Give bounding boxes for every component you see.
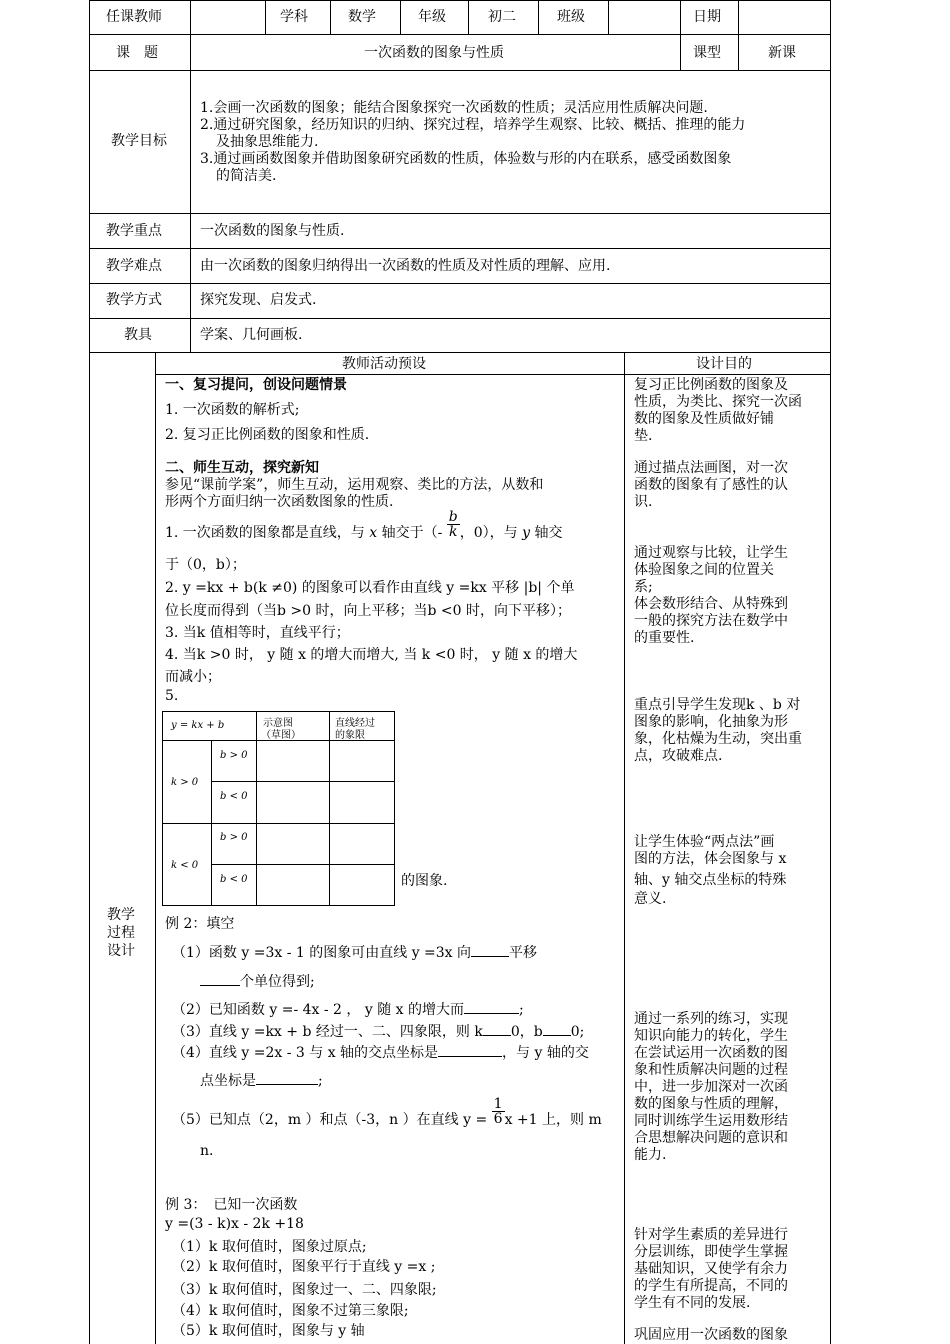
purpose-line: 分层训练，即使学生掌握 [634,1244,788,1260]
ex2-item-2-text: （2）已知函数 y =- 4x - 2 ， y 随 x 的增大而 [172,1002,465,1018]
purpose-line: 巩固应用一次函数的图象 [634,1327,788,1343]
tbl-header-sketch: 示意图 [263,718,293,729]
process-col-line [155,352,156,1344]
table-row-line [89,34,831,35]
tbl-k-positive: k > 0 [171,777,199,788]
purpose-line: 重点引导学生发现k 、b 对 [634,697,801,713]
sec2-intro-2: 形两个方面归纳一次函数图象的性质. [165,494,394,510]
teacher-label: 任课教师 [106,9,162,25]
point1-line2: 于（0，b）； [165,557,246,573]
tools-value: 学案、几何画板. [200,327,303,343]
purpose-line: 合思想解决问题的意识和 [634,1130,788,1146]
col-purpose-header: 设计目的 [696,356,752,372]
ex2-item-3 [172,1024,584,1041]
purpose-line: 能力. [634,1147,667,1163]
method-value: 探究发现、启发式. [200,292,317,308]
blank [483,1035,511,1036]
key-value: 一次函数的图象与性质. [200,223,345,239]
point1-text-b: 轴交于（- [381,525,443,541]
blank [200,985,240,986]
purpose-line: 性质，为类比、探究一次函 [634,394,802,410]
ex3-item-4: （4）k 取何值时，图象不过第三象限; [172,1303,409,1319]
type-label: 课型 [693,45,721,61]
table-border-top [89,0,831,1]
point4-line2: 而减小； [165,669,221,685]
ex2-item-5-text: （5）已知点（2，m ）和点（-3，n ）在直线 y = [172,1112,488,1128]
purpose-line: 基础知识，又使学有余力 [634,1261,788,1277]
ex2-title: 例 2：填空 [165,916,235,932]
topic-label: 课 题 [116,45,158,61]
ex3-item-1: （1）k 取何值时，图象过原点; [172,1239,367,1255]
purpose-line: 数的图象与性质的理解， [634,1096,788,1112]
ex3-item-2: （2）k 取何值时，图象平行于直线 y =x ; [172,1259,436,1275]
goal-line-2: 2.通过研究图象，经历知识的归纳、探究过程，培养学生观察、比较、概括、推理的能力 [200,117,746,133]
ex2-item-5 [172,1095,602,1129]
tbl-header-quadrant: 直线经过 [335,718,375,729]
purpose-line: 象和性质解决问题的过程 [634,1062,788,1078]
process-header-line [155,374,831,375]
tbl-header-quadrant-sub: 的象限 [335,730,365,741]
tbl-header-sketch-sub: （草图） [261,730,301,741]
ex2-item-4-text-b: ，与 y 轴的交 [502,1045,589,1061]
fraction-one-sixth: $\frac{1}{6}$ [493,1095,503,1127]
col-line [265,0,266,34]
purpose-line: 在尝试运用一次函数的图 [634,1045,788,1061]
ex2-item-3-text-c: 0; [570,1024,585,1040]
purpose-line: 意义. [634,891,667,907]
table-row-line [89,318,831,319]
grade-label: 年级 [418,9,446,25]
col-line [330,0,331,34]
ex3-item-3: （3）k 取何值时，图象过一、二、四象限; [172,1282,437,1298]
purpose-line: 数的图象及性质做好铺 [634,411,774,427]
grade-value: 初二 [488,9,516,25]
col-line [400,0,401,34]
ex2-item-1-text: （1）函数 y =3x - 1 的图象可由直线 y =3x 向 [172,945,472,961]
point4-line1: 4. 当k >0 时， y 随 x 的增大而增大, 当 k <0 时， y 随 x 的增大 [165,647,578,663]
difficulty-label: 教学难点 [106,258,162,274]
purpose-line: 知识向能力的转化，学生 [634,1028,788,1044]
tools-label: 教具 [124,327,152,343]
quadrant-table [162,711,395,906]
purpose-line: 同时训练学生运用数形结 [634,1113,788,1129]
ex2-item-3-text-b: 0，b [510,1024,543,1040]
point1-text-a: 1. 一次函数的图象都是直线，与 [165,525,365,541]
difficulty-value: 由一次函数的图象归纳得出一次函数的性质及对性质的理解、应用. [200,258,611,274]
goals-label: 教学目标 [111,133,167,149]
goal-line-3: 及抽象思维能力. [216,134,319,150]
purpose-line: 让学生体验“两点法”画 [634,834,775,850]
after-table-text: 的图象. [401,873,448,889]
purpose-line: 通过一系列的练习，实现 [634,1011,788,1027]
purpose-line: 中，进一步加深对一次函 [634,1079,788,1095]
purpose-line: 垫. [634,428,653,444]
purpose-line: 针对学生素质的差异进行 [634,1227,788,1243]
point2-line1: 2. y =kx + b(k ≠0) 的图象可以看作由直线 y =kx 平移 |b| 个单 [165,580,575,596]
tbl-header-eq: y = kx + b [171,720,225,731]
blank [543,1035,571,1036]
ex3-equation: y =(3 - k)x - 2k +18 [165,1216,304,1232]
point3: 3. 当k 值相等时，直线平行； [165,625,350,641]
point5: 5. [165,688,179,704]
ex2-item-5-text-b: x +1 上，则 m [504,1112,602,1128]
ex2-item-1-line2 [200,974,315,991]
ex2-item-3-text: （3）直线 y =kx + b 经过一、二、四象限，则 k [172,1024,483,1040]
process-label-1: 教学 [107,907,135,923]
blank [438,1056,502,1057]
point1-text-d: 轴交 [534,525,563,541]
sec2-intro-1: 参见“课前学案”，师生互动，运用观察、类比的方法，从数和 [165,477,544,493]
ex2-item-1-text-b: 平移 [509,945,538,961]
sec1-item-1: 1. 一次函数的解析式; [165,402,300,418]
goal-line-4: 3.通过画函数图象并借助图象研究函数的性质，体验数与形的内在联系，感受函数图象 [200,151,732,167]
type-value: 新课 [768,45,796,61]
goal-line-1: 1.会画一次函数的图象；能结合图象探究一次函数的性质；灵活应用性质解决问题. [200,100,708,116]
purpose-line: 体验图象之间的位置关 [634,562,774,578]
purpose-line: 学生有不同的发展. [634,1295,751,1311]
purpose-line: 图的方法，体会图象与 x [634,851,787,867]
process-label-2: 过程 [107,925,135,941]
purpose-line: 轴、y 轴交点坐标的特殊 [634,872,787,888]
purpose-line: 函数的图象有了感性的认 [634,477,788,493]
tbl-b-negative-1: b < 0 [220,791,248,802]
blank [256,1084,318,1085]
key-label: 教学重点 [106,223,162,239]
tbl-b-negative-2: b < 0 [220,874,248,885]
ex2-item-1-text-c: 个单位得到; [240,974,315,990]
subject-label: 学科 [280,9,308,25]
tbl-k-negative: k < 0 [171,860,199,871]
purpose-line: 图象的影响，化抽象为形 [634,714,788,730]
ex3-title: 例 3： 已知一次函数 [165,1197,298,1213]
ex2-item-4 [172,1045,589,1062]
col-line [680,0,681,70]
table-row-line [89,352,831,353]
subject-value: 数学 [348,9,376,25]
col-line [738,0,739,70]
purpose-line: 的重要性. [634,630,695,646]
table-row-line [89,283,831,284]
table-row-line [89,70,831,71]
table-border-right [830,0,831,1344]
topic-value: 一次函数的图象与性质 [364,45,504,61]
class-label: 班级 [557,9,585,25]
ex2-item-1 [172,945,537,962]
point1-text-c: ，0），与 [459,525,518,541]
sec1-item-2: 2. 复习正比例函数的图象和性质. [165,427,370,443]
tbl-b-positive-2: b > 0 [220,832,248,843]
point2-line2: 位长度而得到（当b >0 时，向上平移；当b <0 时，向下平移）； [165,603,571,619]
sec2-title: 二、师生互动，探究新知 [165,460,319,476]
fraction-b-over-k: $\frac{b}{k}$ [448,508,458,540]
ex2-item-4-text: （4）直线 y =2x - 3 与 x 轴的交点坐标是 [172,1045,439,1061]
table-row-line [89,248,831,249]
ex2-item-5-line2: n. [200,1143,214,1159]
ex2-item-4-line2: 点坐标是 ; [200,1073,323,1089]
blank [471,956,509,957]
sec1-title: 一、复习提问，创设问题情景 [165,377,347,393]
purpose-line: 一般的探究方法在数学中 [634,613,788,629]
col-activity-header: 教师活动预设 [342,356,426,372]
purpose-line: 的学生有所提高，不同的 [634,1278,788,1294]
tbl-b-positive-1: b > 0 [220,750,248,761]
ex2-item-4-text-c: 点坐标是 [200,1073,256,1089]
goal-line-5: 的简洁美. [216,168,277,184]
col-line [468,0,469,34]
point1-line1: 1. 一次函数的图象都是直线，与 x 轴交于（- $\frac{b}{k}$ ，0），与 y 轴交 [165,508,563,541]
ex3-item-5: （5）k 取何值时，图象与 y 轴 [172,1323,365,1339]
purpose-line: 识. [634,494,653,510]
col-line [538,0,539,34]
table-row-line [89,213,831,214]
purpose-line: 体会数形结合、从特殊到 [634,596,788,612]
purpose-line: 通过描点法画图，对一次 [634,460,788,476]
purpose-line: 通过观察与比较，让学生 [634,545,788,561]
blank [464,1013,519,1014]
purpose-line: 点，攻破难点. [634,748,723,764]
date-label: 日期 [693,9,721,25]
purpose-line: 象，化枯燥为生动，突出重 [634,731,802,747]
process-col-line [624,352,625,1344]
method-label: 教学方式 [106,292,162,308]
purpose-line: 系; [634,579,653,595]
col-line [608,0,609,34]
ex2-item-2: （2）已知函数 y =- 4x - 2 ， y 随 x 的增大而 ; [172,1002,524,1018]
col-line [190,0,191,352]
table-border-left [89,0,90,1344]
process-label-3: 设计 [107,943,135,959]
purpose-line: 复习正比例函数的图象及 [634,377,788,393]
